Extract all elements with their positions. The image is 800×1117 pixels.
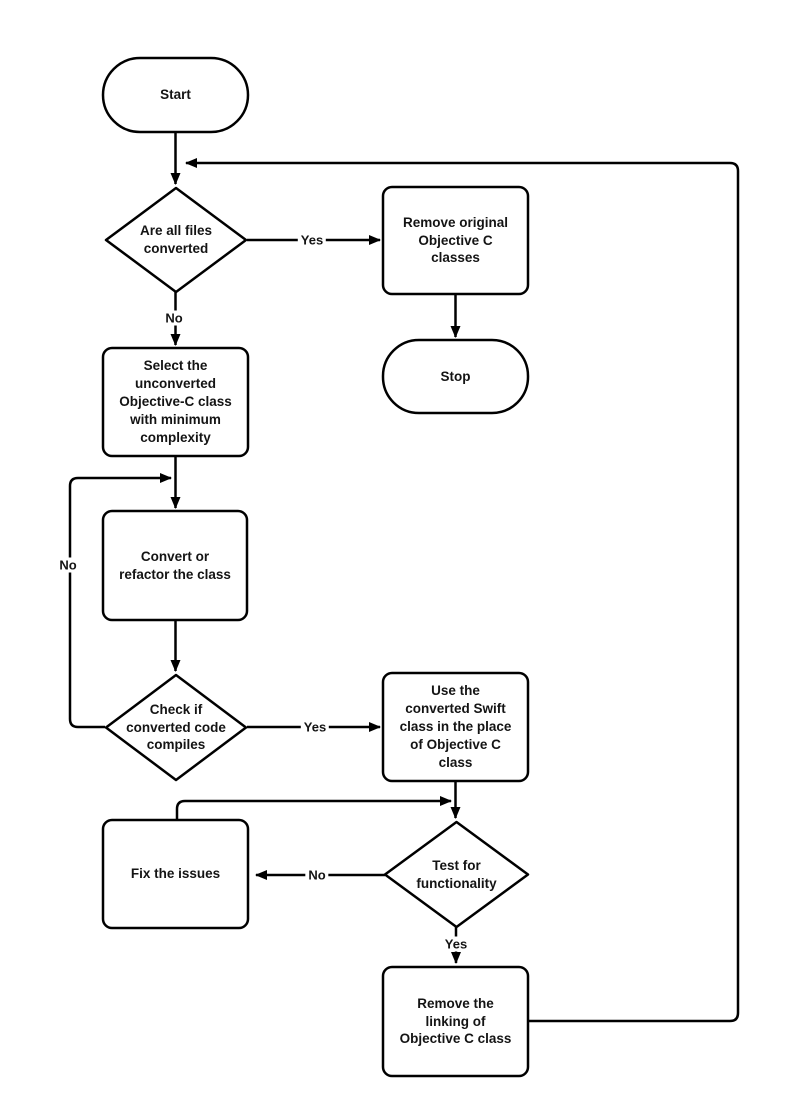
start-terminator-shape — [103, 58, 248, 132]
remove-original-process-shape — [383, 187, 528, 294]
stop-label: Stop — [440, 368, 471, 384]
compiles-decision-shape — [106, 675, 246, 780]
remove-linking-process-shape — [383, 967, 528, 1076]
fix-issues-label: Fix the issues — [130, 866, 221, 882]
shape-group — [103, 58, 528, 1076]
edge-label-converted-no: No — [162, 311, 185, 326]
convert-refactor-process-shape — [103, 511, 247, 620]
edge-label-functionality-no: No — [305, 868, 328, 883]
fix-issues-process-shape — [103, 820, 248, 928]
functionality-decision-shape — [385, 822, 528, 927]
convert-refactor-label: Convert or refactor the class — [119, 548, 231, 582]
edge-label-compiles-no: No — [56, 558, 79, 573]
select-class-label: Select the unconverted Objective-C class with minimum complexity — [119, 358, 232, 445]
edge-fix-loop — [177, 801, 451, 820]
use-swift-process-shape — [383, 673, 528, 781]
converted-decision-label: Are all files converted — [139, 223, 213, 256]
remove-original-label: Remove original Objective C classes — [402, 214, 509, 266]
compiles-decision-label: Check if converted code compiles — [126, 701, 226, 753]
start-label: Start — [160, 87, 191, 103]
stop-terminator-shape — [383, 340, 528, 413]
use-swift-label: Use the converted Swift class in the place of Objective C class — [399, 683, 512, 770]
converted-decision-shape — [106, 188, 246, 292]
select-class-process-shape — [103, 348, 248, 456]
functionality-decision-label: Test for functionality — [416, 857, 497, 891]
edge-label-compiles-yes: Yes — [301, 720, 329, 735]
remove-linking-label: Remove the linking of Objective C class — [399, 995, 512, 1047]
edge-label-functionality-yes: Yes — [442, 937, 470, 952]
edge-label-converted-yes: Yes — [298, 233, 326, 248]
